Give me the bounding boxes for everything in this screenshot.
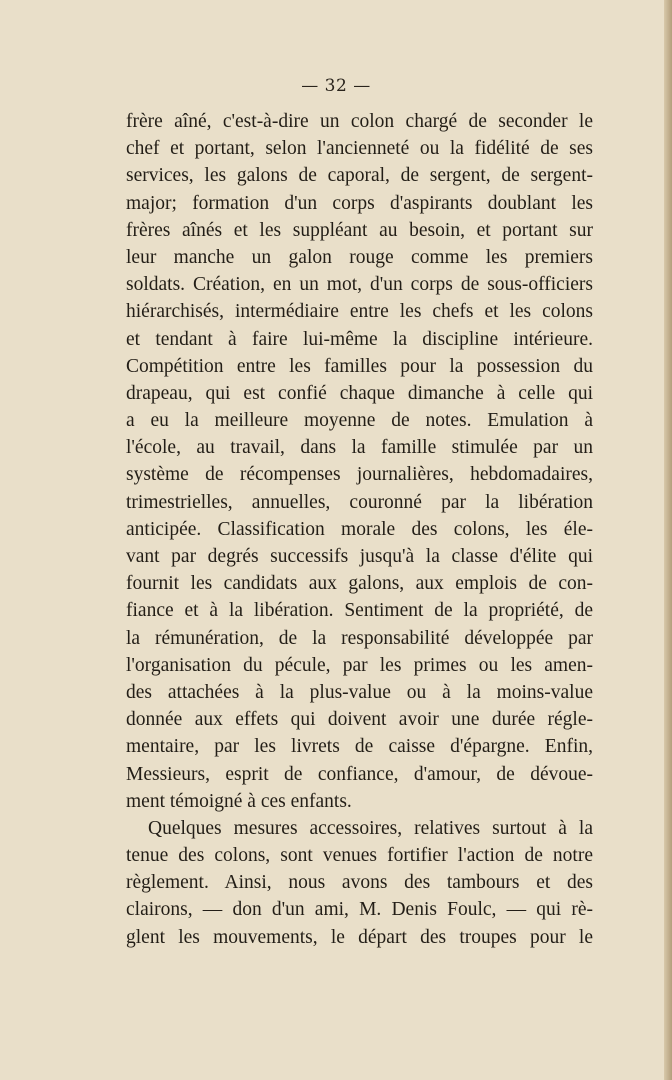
text-line: donnée aux effets qui doivent avoir une durée régle- xyxy=(126,709,593,731)
text-line: drapeau, qui est confié chaque dimanche à celle qui xyxy=(126,382,593,404)
text-line: anticipée. Classification morale des colons, les éle- xyxy=(126,518,593,540)
text-line: des attachées à la plus-value ou à la moins-value xyxy=(126,681,593,703)
text-line: fiance et à la libération. Sentiment de la propriété, de xyxy=(126,600,593,622)
text-line: frères aînés et les suppléant au besoin, et portant sur xyxy=(126,219,593,241)
paragraph-1 xyxy=(126,108,593,815)
text-line: clairons, — don d'un ami, M. Denis Foulc, — qui rè- xyxy=(126,899,593,921)
text-line: ment témoigné à ces enfants. xyxy=(126,790,352,812)
text-line: la rémunération, de la responsabilité développée par xyxy=(126,627,593,649)
text-line: règlement. Ainsi, nous avons des tambours et des xyxy=(126,872,593,894)
text-line: et tendant à faire lui-même la discipline intérieure. xyxy=(126,328,593,350)
text-line: major; formation d'un corps d'aspirants doublant les xyxy=(126,192,593,214)
text-line: fournit les candidats aux galons, aux emplois de con- xyxy=(126,573,593,595)
text-line: hiérarchisés, intermédiaire entre les chefs et les colons xyxy=(126,301,593,323)
page-edge xyxy=(664,0,672,1080)
text-line: frère aîné, c'est-à-dire un colon chargé de seconder le xyxy=(126,111,593,132)
text-line: Compétition entre les familles pour la possession du xyxy=(126,355,593,377)
text-line: trimestrielles, annuelles, couronné par la libération xyxy=(126,491,593,513)
text-line: système de récompenses journalières, hebdomadaires, xyxy=(126,464,593,486)
page-number: — 32 — xyxy=(301,76,371,96)
text-line: leur manche un galon rouge comme les premiers xyxy=(126,246,593,268)
text-line: tenue des colons, sont venues fortifier l'action de notre xyxy=(126,845,593,867)
text-line: l'organisation du pécule, par les primes ou les amen- xyxy=(126,654,593,676)
body-text xyxy=(126,108,593,951)
paragraph-2 xyxy=(126,815,593,951)
text-line: l'école, au travail, dans la famille stimulée par un xyxy=(126,437,593,459)
text-line: glent les mouvements, le départ des troupes pour le xyxy=(126,926,593,948)
text-line: soldats. Création, en un mot, d'un corps de sous-officiers xyxy=(126,274,593,296)
text-line: mentaire, par les livrets de caisse d'épargne. Enfin, xyxy=(126,736,593,758)
text-line: chef et portant, selon l'ancienneté ou la fidélité de ses xyxy=(126,138,593,160)
text-line: Messieurs, esprit de confiance, d'amour, de dévoue- xyxy=(126,763,593,785)
text-line: vant par degrés successifs jusqu'à la classe d'élite qui xyxy=(126,546,593,567)
text-line: a eu la meilleure moyenne de notes. Emulation à xyxy=(126,410,593,432)
text-line: services, les galons de caporal, de sergent, de sergent- xyxy=(126,165,593,187)
text-line: Quelques mesures accessoires, relatives surtout à la xyxy=(148,817,593,839)
